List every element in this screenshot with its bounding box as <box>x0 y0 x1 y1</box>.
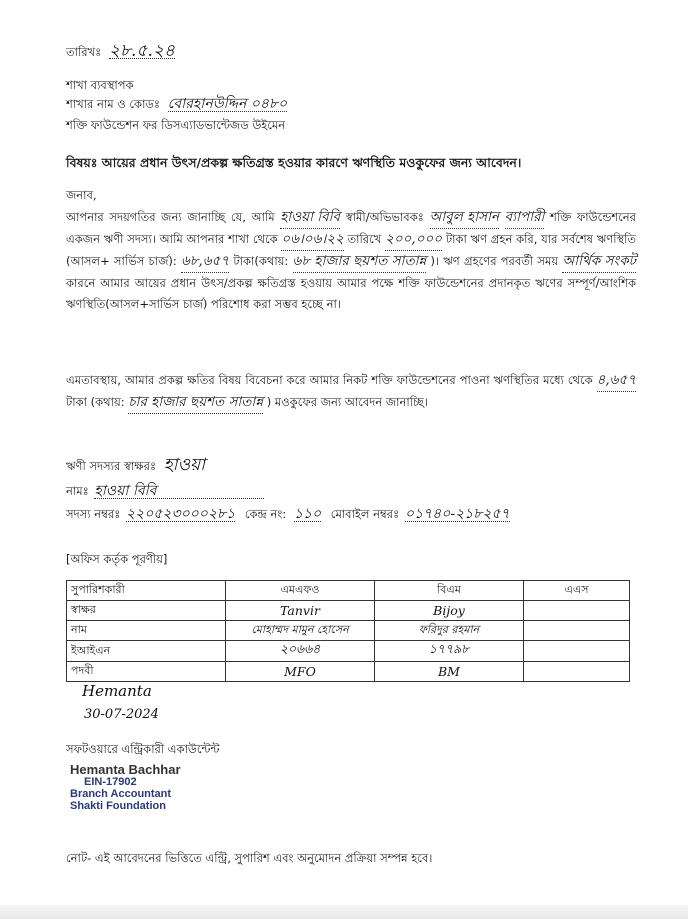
branch-label: শাখার নাম ও কোডঃ <box>66 97 161 111</box>
mfo-signature: Tanvir <box>226 601 375 621</box>
loan-date-field: ০৬।০৬।২২ <box>281 229 343 251</box>
table-row <box>67 662 630 682</box>
para2-text-2: টাকা (কথায়: <box>66 395 125 409</box>
entry-accountant-label: সফটওয়ারে এন্ট্রিকারী একাউন্টেন্ট <box>66 742 220 756</box>
accountant-sign-date: 30-07-2024 <box>84 707 159 722</box>
para2-text-3: ) মওকুফের জন্য আবেদন জানাচ্ছি। <box>266 395 428 409</box>
branch-value: বোরহানউদ্দিন ০৪৮০ <box>167 96 288 112</box>
table-row <box>67 641 630 662</box>
date-value: ২৮.৫.২৪ <box>108 41 175 61</box>
stamp-title: Branch Accountant <box>70 788 172 800</box>
member-id-row <box>66 507 510 522</box>
footer-note: নোট- এই আবেদনের ভিত্তিতে এন্ট্রি, সুপারিশ এবং অনুমোদন প্রক্রিয়া সম্পন্ন হবে। <box>66 851 433 865</box>
para2-text-1: এমতাবস্থায়, আমার প্রকল্প ক্ষতির বিষয় বিবেচনা করে আমার নিকট শক্তি ফাউন্ডেশনের পাওনা ঋণস্থিতির মধ্যে থেকে <box>66 373 593 387</box>
para1-text-5: টাকা ঋণ গ্রহন করি, যার সর্বশেষ ঋণস্থিতি (আসল+ সার্ভিস চার্জ): <box>66 232 637 268</box>
outstanding-balance-field: ৬৮,৬৫৭ <box>181 251 229 273</box>
para1-text-4: তারিখে <box>347 232 382 246</box>
header-recommender: সুপারিশকারী <box>67 581 226 601</box>
loan-amount-field: ২০০,০০০ <box>385 229 442 251</box>
row-label: পদবী <box>67 662 226 682</box>
member-signature: হাওয়া <box>163 455 206 475</box>
member-name-row <box>66 484 264 499</box>
para1-text-6: টাকা(কথায়: <box>233 254 289 268</box>
guardian-name-field: আবুল হাসান <box>430 207 500 229</box>
member-name-value: হাওয়া বিবি <box>94 484 264 499</box>
mfo-designation: MFO <box>226 662 375 682</box>
recommendation-table <box>66 580 630 682</box>
para1-text-7: )। ঋণ গ্রহণের পরবর্তী সময় <box>430 254 559 268</box>
stamp-ein: EIN-17902 <box>84 776 137 788</box>
accountant-signature: Hemanta <box>82 682 152 700</box>
center-no-value: ১১০ <box>293 506 322 522</box>
member-no-label: সদস্য নম্বরঃ <box>66 507 121 521</box>
para1-text-1: আপনার সদয়গতির জন্য জানাচ্ছি যে, আমি <box>66 210 275 224</box>
salutation: জনাব, <box>66 188 97 202</box>
paragraph-waiver-request <box>66 370 636 414</box>
bm-ein: ১৭৭৯৮ <box>375 641 524 662</box>
header-as: এএস <box>524 581 630 601</box>
as-ein <box>524 641 630 662</box>
as-signature <box>524 601 630 621</box>
mfo-name: মোহাম্মদ মামুন হোসেন <box>226 621 375 641</box>
branch-row <box>66 97 287 112</box>
table-row <box>67 621 630 641</box>
bm-signature: Bijoy <box>375 601 524 621</box>
subject-line: বিষয়ঃ আয়ের প্রধান উৎস/প্রকল্প ক্ষতিগ্রস্ত হওয়ার কারণে ঋণস্থিতি মওকুফের জন্য আবেদন। <box>66 155 522 170</box>
para1-text-2: স্বামী/অভিভাবকঃ <box>345 210 424 224</box>
table-row <box>67 601 630 621</box>
addressee-title: শাখা ব্যবস্থাপক <box>66 78 134 92</box>
as-designation <box>524 662 630 682</box>
bm-name: ফরিদুর রহমান <box>375 621 524 641</box>
para1-text-3: শক্তি ফাউন্ডেশনের একজন ঋণী সদস্য। আমি আপনার শাখা থেকে <box>66 210 636 246</box>
date-label: তারিখঃ <box>66 45 102 59</box>
row-label: নাম <box>67 621 226 641</box>
mobile-no-label: মোবাইল নম্বরঃ <box>330 507 400 521</box>
mobile-no-value: ০১৭৪০-২১৮২৫৭ <box>404 506 510 522</box>
row-label: ইআইএন <box>67 641 226 662</box>
stamp-org: Shakti Foundation <box>70 800 166 812</box>
organization-name: শক্তি ফাউন্ডেশন ফর ডিসএ্যাডভান্টেজড উইমেন <box>66 118 286 132</box>
as-name <box>524 621 630 641</box>
occupation-field: ব্যাপারী <box>505 207 545 229</box>
member-no-value: ২২০৫২৩০০০২৮১ <box>125 506 236 522</box>
office-use-label: [অফিস কর্তৃক পূরণীয়] <box>66 552 168 566</box>
bm-designation: BM <box>375 662 524 682</box>
waiver-in-words-field: চার হাজার ছয়শত সাতান্ন <box>128 392 263 414</box>
row-label: স্বাক্ষর <box>67 601 226 621</box>
balance-in-words-field: ৬৮ হাজার ছয়শত সাতান্ন <box>293 251 427 273</box>
borrower-name-field: হাওয়া বিবি <box>280 207 340 229</box>
center-no-label: কেন্দ্র নং: <box>244 507 287 521</box>
scan-edge <box>0 905 688 919</box>
paragraph-loan-details <box>66 207 636 315</box>
member-signature-row <box>66 455 206 475</box>
date-row <box>66 41 175 61</box>
mfo-ein: ২০৬৬৪ <box>226 641 375 662</box>
table-header-row <box>67 581 630 601</box>
header-mfo: এমএফও <box>226 581 375 601</box>
accountant-stamp <box>70 764 181 812</box>
para1-text-8: কারনে আমার আয়ের প্রধান উৎস/প্রকল্প ক্ষতিগ্রস্ত হওয়ায় আমার পক্ষে শক্তি ফাউন্ডেশনের প্রদানকৃত ঋণের সম্পূর্ণ/আংশিক ঋণস্থিতি(আসল+সার্ভিস চার্জ) পরিশোধ করা সম্ভব হচ্ছে না। <box>66 276 636 311</box>
damage-reason-field: আর্থিক সংকট <box>562 251 636 273</box>
member-signature-label: ঋণী সদস্যর স্বাক্ষরঃ <box>66 459 157 473</box>
header-bm: বিএম <box>375 581 524 601</box>
stamp-name: Hemanta Bachhar <box>70 762 181 777</box>
member-name-label: নামঃ <box>66 484 89 498</box>
waiver-amount-field: ৪,৬৫৭ <box>597 370 636 392</box>
